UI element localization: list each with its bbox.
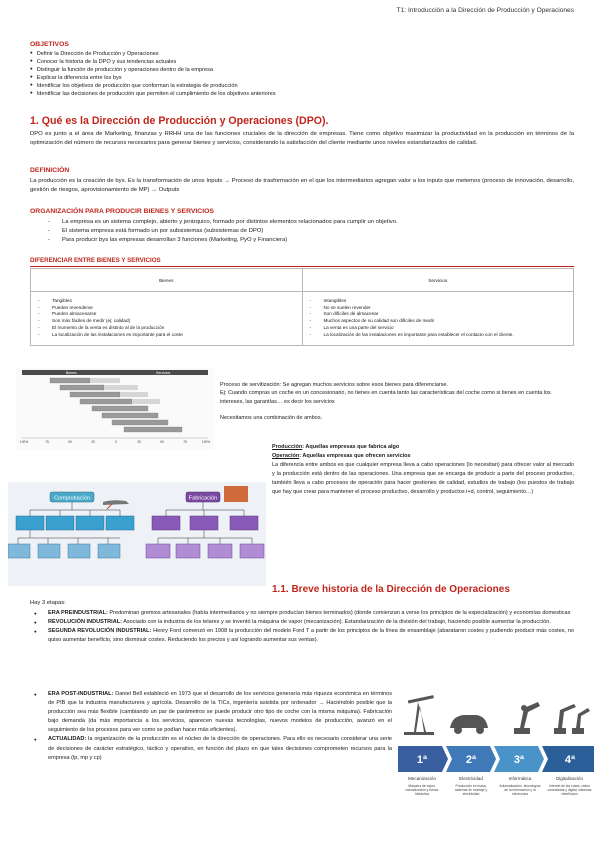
list-item: - La localización de las instalaciones es importante para establecer el contacto con el cliente. [324, 332, 543, 339]
revolution-title: Electricidad [459, 776, 483, 781]
list-item: - Pueden almacenarse [52, 311, 301, 318]
history-list [48, 609, 574, 645]
x-tick: 75 [45, 440, 49, 444]
step-bar-light [120, 392, 148, 397]
production-def [272, 443, 574, 452]
step-bar-light [90, 378, 120, 383]
list-item: ● Definir la Dirección de Producción y Operaciones [30, 50, 276, 58]
step-bar [50, 378, 90, 383]
revolution-number: 1ª [416, 754, 428, 766]
chart-left-label: Bienes [66, 371, 77, 375]
revolution-desc: Máquina de vapor, mecanización y fuerza hidráulica [405, 784, 439, 797]
revolutions-infographic [398, 688, 594, 838]
page-header: T1: Introducción a la Dirección de Producción y Operaciones [396, 7, 574, 14]
org-box [208, 544, 232, 558]
revolutions-illustrations [398, 688, 594, 748]
era-text: Asociado con la industria de los telares y se inventó la máquina de vapor (mecanización). Estandarización de la división del trabajo, haciendo posible aumentar la producción. [121, 619, 551, 626]
era-label: ERA POST-INDUSTRIAL: [48, 691, 114, 697]
history-list-narrow [48, 690, 392, 763]
differences-table [30, 268, 574, 346]
staircase-chart [16, 368, 214, 450]
operation-label: Operación [272, 453, 300, 459]
differences-title: DIFERENCIAR ENTRE BIENES Y SERVICIOS [30, 257, 161, 264]
history-heading: 1.1. Breve historia de la Dirección de Operaciones [272, 584, 510, 595]
era-text: Predominan gremios artesanales (había intermediarios y no siempre producían bienes terminados) (donde comienzan a verse los principios de la especialización) y economías domesticas [107, 610, 571, 616]
robot-arm-icon [514, 702, 540, 734]
revolution-desc: Automatización, tecnologías de la información y la electrónica [499, 784, 541, 797]
servitization-diagram [16, 368, 214, 450]
pump-jack-icon [404, 695, 434, 735]
goods-cell [31, 292, 303, 346]
list-item [48, 690, 392, 735]
list-item: - La localización de las instalaciones es importante para el coste [52, 332, 301, 339]
history-stages-intro: Hay 3 etapas: [30, 600, 66, 606]
list-item [48, 735, 392, 762]
x-tick: 75 [183, 440, 187, 444]
org-box [46, 516, 74, 530]
era-text: Henry Ford comenzó en 1908 la producción del modelo Ford T a partir de los principios de la línea de ensamblaje (abarataron costes y pudiendo producir más costes, no quiso aumentar beneficio, sino disminuir costes. Reduciendo los precios y así logrando aumentar sus ventas). [48, 628, 575, 644]
section-1-intro: DPO es junto a el área de Marketing, finanzas y RRHH una de las funciones cruciales de la dirección de empresas. Tiene como objetivo maximizar la productividad en la producción en términos de la optimización del número de recursos necesarios para generar bienes y servicios, considerando la satisfacción del cliente mediante unos niveles estandarizados de calidad. [30, 131, 574, 147]
revolution-arrows [398, 746, 594, 772]
org-box [8, 544, 30, 558]
org-box [240, 544, 264, 558]
list-item: - Son más fáciles de medir (ej: calidad) [52, 318, 301, 325]
era-label: ACTUALIDAD: [48, 736, 87, 743]
list-item: ● Identificar las decisiones de producción que permiten el cumplimiento de los objetivos anteriores [30, 90, 276, 98]
definition-text: La producción es la creación de bys. Es la transformación de unos Inputs → Proceso de trasformación en el que los intermediarios agregan valor a los inputs que metemos (proceso de innovación, desarrollo, gestión de riesgos, aprovisionamiento de MP) → Outputs [30, 178, 574, 194]
revolution-title: Informática [508, 776, 532, 781]
era-text: Daniel Bell estableció en 1973 que el desarrollo de los servicios generaría más riqueza económica en términos de PIB que la industria manufacturera y agrícola. Desarrollo de la TICs, ingeniería asistida por ordenador → Haciéndolo posible que la producción sea más flexible (cambiando un par de parámetros se puede producir otro tipo de coche con la misma máquina). Fabricación bajo demanda (da más importancia a los servicios, aparecen nuevas tecnologías, nuevos modelos de producción, avanzó en el seguimiento de los procesos para ver como se podían hacer más eficientes). [48, 691, 392, 734]
chart-right-label: Servicios [156, 371, 171, 375]
list-item: - La venta es una parte del servicio [324, 325, 543, 332]
services-cell [302, 292, 574, 346]
robot-arms-icon [554, 704, 590, 734]
revolution-title: Digitalización [555, 776, 584, 781]
production-paragraph: La diferencia entre ambos es que cualquier empresa lleva a cabo operaciones (lo necesitan) para ofrecer valor al mercado y la producción está dentro de las operaciones. Una empresa que se encarga de producir a parte del proceso productivo, también lleva a cabo procesos de operación para hacer gestiones de calidad, estudios de trabajo (los puestos de trabajo que hay que crear para mantener el proceso productivo, desarrollo y productos i+d, control, seguimiento…) [272, 462, 574, 495]
list-item: - Pueden revenderse [52, 305, 301, 312]
list-item [48, 627, 574, 645]
list-item: - Son difíciles de almacenar [324, 311, 543, 318]
list-item: - No se suelen revender [324, 305, 543, 312]
production-label: Producción [272, 444, 303, 450]
era-label: ERA PREINDUSTRIAL: [48, 610, 108, 616]
list-item [48, 618, 574, 627]
list-item [48, 609, 574, 618]
step-bar [92, 406, 148, 411]
objectives-title: OBJETIVOS [30, 41, 69, 48]
list-item: - Intangibles [324, 298, 543, 305]
step-bar [124, 427, 182, 432]
organization-title: ORGANIZACIÓN PARA PRODUCIR BIENES Y SERVICIOS [30, 208, 214, 215]
goods-header: Bienes [31, 269, 303, 292]
list-item: - Muchos aspectos de su calidad son difíciles de medir [324, 318, 543, 325]
organization-list [48, 218, 398, 245]
org-box [230, 516, 258, 530]
right-title: Fabricación [188, 495, 218, 502]
differences-rule [30, 266, 574, 267]
servitization-text [220, 381, 572, 423]
step-bar [112, 420, 168, 425]
x-tick: 50 [160, 440, 164, 444]
servitization-p3: Necesitamos una combinación de ambos. [220, 415, 323, 422]
car-icon [450, 715, 488, 734]
list-item: ● Explicar la diferencia entre los bys [30, 74, 276, 82]
org-box [190, 516, 218, 530]
revolution-desc: Producción en masa, cadenas de montaje y electricidad [454, 784, 488, 797]
step-bar-light [132, 399, 160, 404]
list-item: - Para producir bys las empresas desarrollan 3 funciones (Marketing, PyO y Financiera) [48, 236, 398, 245]
servitization-p2: Ej: Cuando compras un coche en un concesionario, no tienes en cuenta tanto las características del coche como si tienes en cuenta los intereses, las garantías… es decir los servicios [220, 390, 551, 405]
org-box [106, 516, 134, 530]
section-1-heading: 1. Qué es la Dirección de Producción y Operaciones (DPO). [30, 115, 329, 127]
step-bar-light [104, 385, 138, 390]
org-box [38, 544, 60, 558]
production-text [272, 443, 574, 497]
list-item: ● Conocer la historia de la DPO y sus tendencias actuales [30, 58, 276, 66]
revolution-desc: Internet de las cosas, redes conectadas y digital, sistemas ciberfísicos [547, 784, 592, 797]
revolution-number: 3ª [513, 754, 525, 766]
era-text: la organización de la producción es el núcleo de la dirección de operaciones. Para ello es necesario considerar una serie de decisiones de carácter estratégico, táctico y operativo, en función del plazo en que tales decisiones comprometen recursos para la empresa (lp, mp y cp) [48, 736, 392, 761]
org-box [152, 516, 180, 530]
operation-def [272, 452, 574, 461]
revolution-title: Mecanización [407, 776, 437, 781]
list-item: - El sistema empresa está formado un por subsistemas (subsistemas de DPO) [48, 227, 398, 236]
step-bar [70, 392, 120, 397]
step-bar [102, 413, 158, 418]
org-box [68, 544, 90, 558]
x-tick: 50 [68, 440, 72, 444]
factory-icon [224, 486, 248, 502]
left-title: Comprobación [54, 495, 90, 502]
list-item: - La empresa es un sistema complejo, abierto y jerárquico, formado por distintos elementos relacionados para cumplir un objetivo. [48, 218, 398, 227]
org-box [98, 544, 120, 558]
org-chart-svg [8, 482, 266, 586]
list-item: ● Identificar los objetivos de producción que conforman la estrategia de producción [30, 82, 276, 90]
objectives-list [30, 50, 276, 99]
step-bar [80, 399, 132, 404]
x-tick: 100% [19, 440, 29, 444]
x-tick: 100% [201, 440, 211, 444]
org-box [176, 544, 200, 558]
list-item: - Tangibles [52, 298, 301, 305]
revolution-number: 4ª [564, 754, 576, 766]
services-header: Servicios [302, 269, 574, 292]
era-label: REVOLUCIÓN INDUSTRIAL: [48, 619, 122, 626]
operation-def-text: : Aquellas empresas que ofrecen servicios [299, 453, 411, 459]
org-chart-image [8, 482, 266, 586]
list-item: - El momento de la venta es distinto al de la producción [52, 325, 301, 332]
production-def-text: : Aquellas empresas que fabrica algo [302, 444, 400, 450]
x-tick: 25 [137, 440, 141, 444]
org-box [76, 516, 104, 530]
list-item: ● Distinguir la función de producción y operaciones dentro de la empresa [30, 66, 276, 74]
servitization-p1: Proceso de servitización: Se agregan muchos servicios sobre esos bienes para diferenciarse. [220, 382, 449, 388]
step-bar [60, 385, 104, 390]
definition-title: DEFINICIÓN [30, 167, 70, 174]
x-tick: 0 [115, 440, 117, 444]
org-box [146, 544, 170, 558]
era-label: SEGUNDA REVOLUCIÓN INDUSTRIAL: [48, 628, 152, 635]
revolution-number: 2ª [465, 754, 477, 766]
x-tick: 25 [91, 440, 95, 444]
top-bar [22, 370, 208, 375]
org-box [16, 516, 44, 530]
